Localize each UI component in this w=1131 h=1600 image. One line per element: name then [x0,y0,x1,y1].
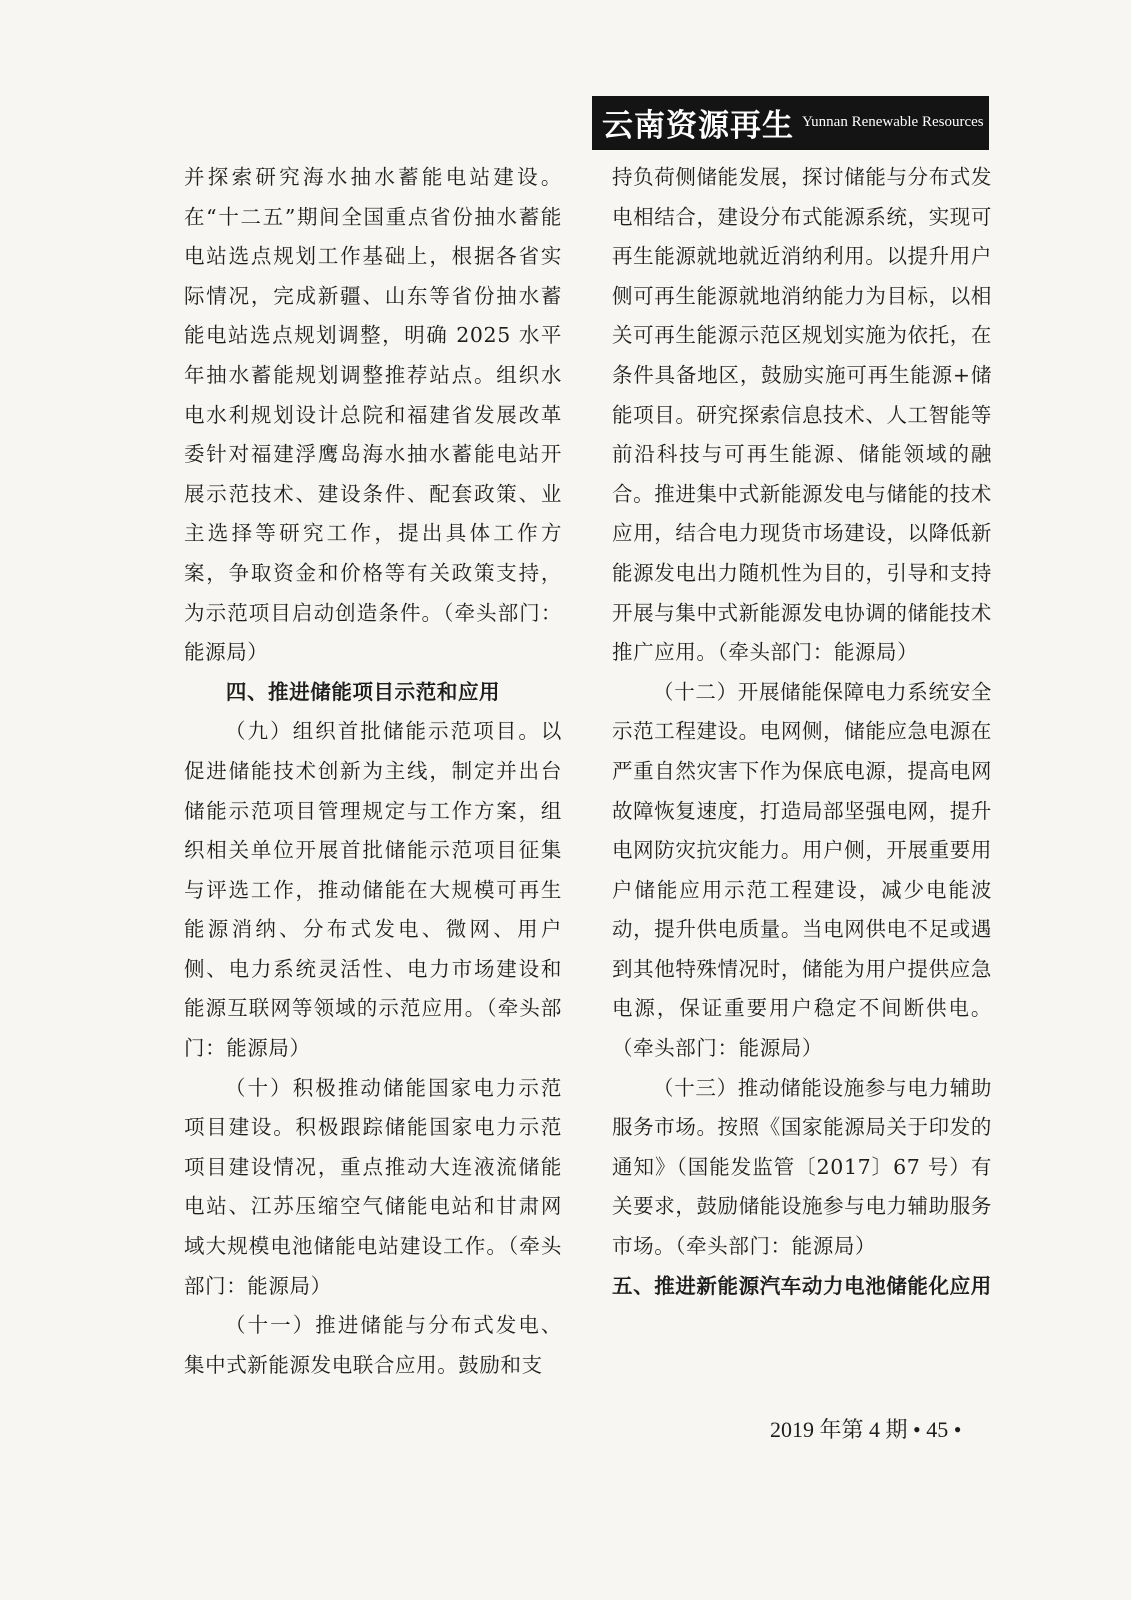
paragraph-item-11: （十一）推进储能与分布式发电、集中式新能源发电联合应用。鼓励和支 [184,1313,562,1377]
journal-banner [592,96,989,148]
journal-title-en: Yunnan Renewable Resources [802,113,984,130]
paragraph-item-13: （十三）推动储能设施参与电力辅助服务市场。按照《国家能源局关于印发的通知》（国能发监管〔2017〕67 号）有关要求，鼓励储能设施参与电力辅助服务市场。（牵头部门：能源局） [612,1075,992,1259]
section-heading-4: 四、推进储能项目示范和应用 [225,679,501,704]
paragraph-continuation: 并探索研究海水抽水蓄能电站建设。在“十二五”期间全国重点省份抽水蓄能电站选点规划工作基础上，根据各省实际情况，完成新疆、山东等省份抽水蓄能电站选点规划调整，明确 2025 水平年抽水蓄能规划调整推荐站点。组织水电水利规划设计总院和福建省发展改革委针对福建浮鹰岛海水抽水蓄能电站开展示范技术、建设条件、配套政策、业主选择等研究工作，提出具体工作方案，争取资金和价格等有关政策支持，为示范项目启动创造条件。（牵头部门：能源局） [184,165,562,665]
paragraph-item-10: （十）积极推动储能国家电力示范项目建设。积极跟踪储能国家电力示范项目建设情况，重点推动大连液流储能电站、江苏压缩空气储能电站和甘肃网域大规模电池储能电站建设工作。（牵头部门：能源局） [184,1075,562,1298]
paragraph-item-12: （十二）开展储能保障电力系统安全示范工程建设。电网侧，储能应急电源在严重自然灾害下作为保底电源，提高电网故障恢复速度，打造局部坚强电网，提升电网防灾抗灾能力。用户侧，开展重要用户储能应用示范工程建设，减少电能波动，提升供电质量。当电网供电不足或遇到其他特殊情况时，储能为用户提供应急电源，保证重要用户稳定不间断供电。（牵头部门：能源局） [612,679,992,1061]
paragraph-item-9: （九）组织首批储能示范项目。以促进储能技术创新为主线，制定并出台储能示范项目管理规定与工作方案，组织相关单位开展首批储能示范项目征集与评选工作，推动储能在大规模可再生能源消纳、分布式发电、微网、用户侧、电力系统灵活性、电力市场建设和能源互联网等领域的示范应用。（牵头部门：能源局） [184,719,562,1061]
header-rule [592,148,989,150]
page-footer: 2019 年第 4 期 • 45 • [770,1417,962,1442]
right-column [612,158,992,1306]
section-heading-5: 五、推进新能源汽车动力电池储能化应用 [612,1273,992,1298]
journal-title-cn: 云南资源再生 [602,107,794,144]
left-column [184,158,562,1385]
paragraph-item-11-cont: 持负荷侧储能发展，探讨储能与分布式发电相结合，建设分布式能源系统，实现可再生能源就地就近消纳利用。以提升用户侧可再生能源就地消纳能力为目标，以相关可再生能源示范区规划实施为依托，在条件具备地区，鼓励实施可再生能源+储能项目。研究探索信息技术、人工智能等前沿科技与可再生能源、储能领域的融合。推进集中式新能源发电与储能的技术应用，结合电力现货市场建设，以降低新能源发电出力随机性为目的，引导和支持开展与集中式新能源发电协调的储能技术推广应用。（牵头部门：能源局） [612,165,992,665]
